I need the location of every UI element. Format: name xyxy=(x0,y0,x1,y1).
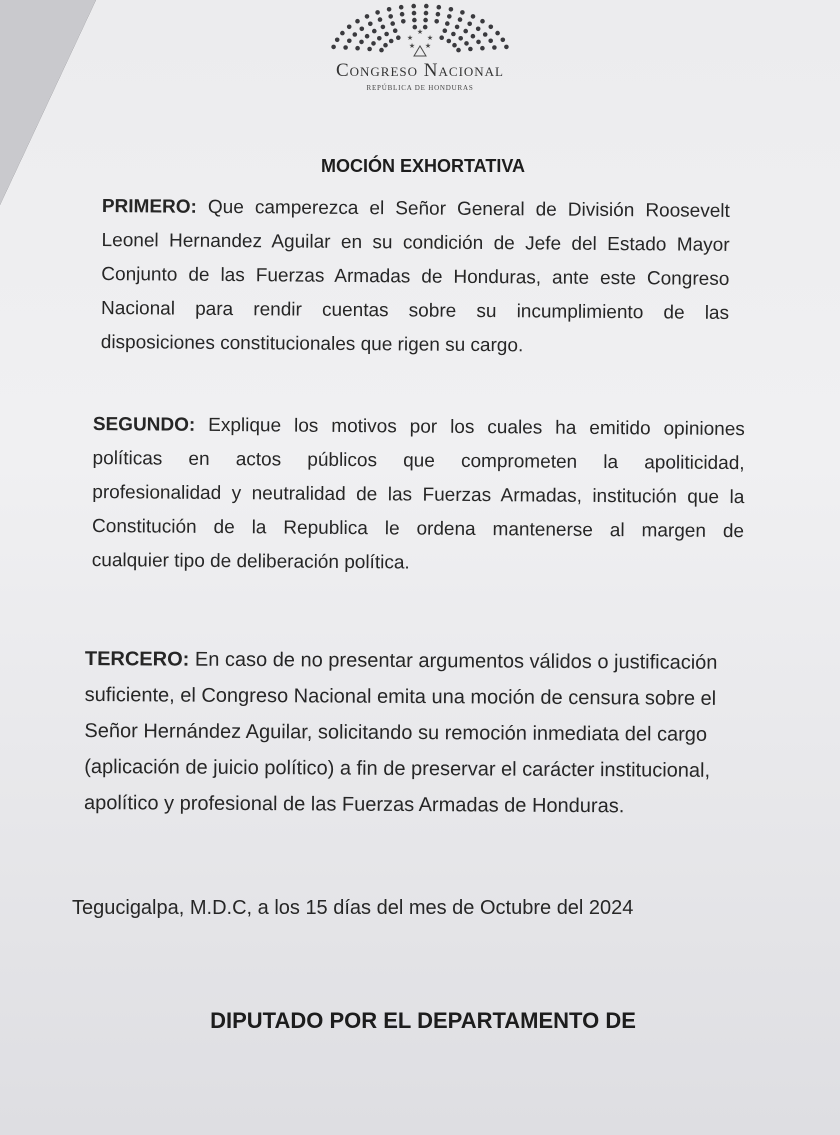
paragraph-line: TERCERO: En caso de no presentar argumentos válidos o justificación xyxy=(84,647,718,674)
seat-dot xyxy=(488,39,493,44)
seat-dot xyxy=(434,19,439,24)
seat-dot xyxy=(393,28,398,33)
seat-dot xyxy=(471,34,476,39)
paragraph-line: apolítico y profesional de las Fuerzas Armadas de Honduras. xyxy=(83,791,625,818)
congress-logo xyxy=(300,0,540,100)
seat-dot xyxy=(381,25,386,30)
seat-dot xyxy=(372,29,377,34)
paragraph-line: Nacional para rendir cuentas sobre su incumplimiento de las xyxy=(100,297,730,324)
paragraph-line: (aplicación de juicio político) a fin de preservar el carácter institucional, xyxy=(84,755,711,782)
seat-dot xyxy=(464,41,469,46)
paragraph-segundo xyxy=(92,408,745,583)
seat-dot xyxy=(331,45,336,50)
seat-dot xyxy=(412,18,417,23)
seat-dot xyxy=(424,11,429,16)
logo-subtitle: REPÚBLICA DE HONDURAS xyxy=(366,84,474,92)
seat-dot xyxy=(412,11,417,16)
seat-dot xyxy=(504,45,509,50)
seat-dot xyxy=(378,17,383,22)
seat-dot xyxy=(400,12,405,17)
paragraph-primero xyxy=(101,190,730,365)
seat-dot xyxy=(379,48,384,53)
seat-dot xyxy=(423,25,428,30)
paragraph-label: PRIMERO xyxy=(101,195,191,218)
seat-dot xyxy=(365,14,370,19)
paragraph-line: cualquier tipo de deliberación política. xyxy=(91,549,410,574)
seat-dot xyxy=(387,7,392,12)
seat-dot xyxy=(359,40,364,45)
seat-dot xyxy=(343,45,348,50)
paragraph-line: Leonel Hernandez Aguilar en su condición de Jefe del Estado Mayor xyxy=(101,229,730,256)
seat-dot xyxy=(384,32,389,37)
paragraph-line: Conjunto de las Fuerzas Armadas de Honduras, ante este Congreso xyxy=(101,263,730,290)
seat-dot xyxy=(368,22,373,27)
seat-dot xyxy=(388,14,393,19)
seat-dot xyxy=(335,38,340,43)
seat-dot xyxy=(375,10,380,15)
seat-dot xyxy=(447,14,452,19)
seat-dot xyxy=(371,41,376,46)
seat-dot xyxy=(360,27,365,32)
seat-dot xyxy=(467,22,472,27)
seat-dot xyxy=(480,19,485,24)
seat-dot xyxy=(483,32,488,37)
seat-dot xyxy=(437,5,442,10)
date-line: Tegucigalpa, M.D.C, a los 15 días del mes de Octubre del 2024 xyxy=(72,897,634,919)
seat-dot xyxy=(411,4,416,9)
seat-dot xyxy=(492,45,497,50)
seat-dot xyxy=(439,35,444,40)
star-icon: ★ xyxy=(424,43,432,50)
seat-dot xyxy=(476,27,481,32)
seat-dot xyxy=(471,14,476,19)
seat-dot xyxy=(443,28,448,33)
seat-dot xyxy=(383,43,388,48)
seat-dot xyxy=(367,47,372,52)
star-icon: ★ xyxy=(426,35,434,42)
document-title: MOCIÓN EXHORTATIVA xyxy=(321,156,525,176)
paragraph-line: SEGUNDO: Explique los motivos por los cuales ha emitido opiniones xyxy=(92,413,745,441)
seat-dot xyxy=(463,29,468,34)
seat-dot xyxy=(396,35,401,40)
seat-dot xyxy=(353,32,358,37)
seat-dot xyxy=(447,39,452,44)
seat-dot xyxy=(468,47,473,52)
seat-dot xyxy=(476,40,481,45)
seat-dot xyxy=(424,4,429,9)
seat-dot xyxy=(452,43,457,48)
seat-dot xyxy=(489,25,494,30)
logo-institution-name: Congreso Nacional xyxy=(335,60,505,81)
paragraph-label: SEGUNDO xyxy=(92,413,190,436)
star-icon: ★ xyxy=(408,43,416,50)
seat-dot xyxy=(340,31,345,36)
seat-dot xyxy=(449,7,454,12)
seat-dot xyxy=(501,38,506,43)
paragraph-line: suficiente, el Congreso Nacional emita una moción de censura sobre el xyxy=(84,683,717,710)
seat-dot xyxy=(458,36,463,41)
congress-emblem-icon xyxy=(300,0,540,60)
seat-dot xyxy=(389,39,394,44)
seat-dot xyxy=(456,48,461,53)
seat-dot xyxy=(355,46,360,51)
seat-dot xyxy=(423,18,428,23)
seat-dot xyxy=(460,10,465,15)
paragraph-line: profesionalidad y neutralidad de las Fuerzas Armadas, institución que la xyxy=(92,481,745,509)
star-icon: ★ xyxy=(406,35,414,42)
seat-dot xyxy=(347,39,352,44)
seat-dot xyxy=(390,21,395,26)
seat-dot xyxy=(458,17,463,22)
seat-dot xyxy=(445,21,450,26)
paragraph-line: Señor Hernández Aguilar, solicitando su remoción inmediata del cargo xyxy=(84,719,708,746)
seat-dot xyxy=(355,19,360,24)
seat-dot xyxy=(399,5,404,10)
paragraph-tercero xyxy=(84,641,757,825)
signature-line: DIPUTADO POR EL DEPARTAMENTO DE xyxy=(210,1008,636,1033)
seat-dot xyxy=(455,25,460,30)
seat-dot xyxy=(347,25,352,30)
seat-dot xyxy=(365,34,370,39)
paragraph-line: PRIMERO: Que camperezca el Señor General de División Roosevelt xyxy=(101,195,730,222)
paragraph-label: TERCERO xyxy=(84,647,183,671)
seat-dot xyxy=(401,19,406,24)
paragraph-line: Constitución de la Republica le ordena mantenerse al margen de xyxy=(91,515,745,543)
seat-dot xyxy=(377,36,382,41)
seat-dot xyxy=(436,12,441,17)
seat-dot xyxy=(480,46,485,51)
star-icon: ★ xyxy=(416,29,424,36)
paragraph-line: disposiciones constitucionales que rigen su cargo. xyxy=(100,331,524,357)
seat-dot xyxy=(495,31,500,36)
seat-dot xyxy=(451,32,456,37)
paragraph-line: políticas en actos públicos que comprometen la apoliticidad, xyxy=(92,447,745,475)
